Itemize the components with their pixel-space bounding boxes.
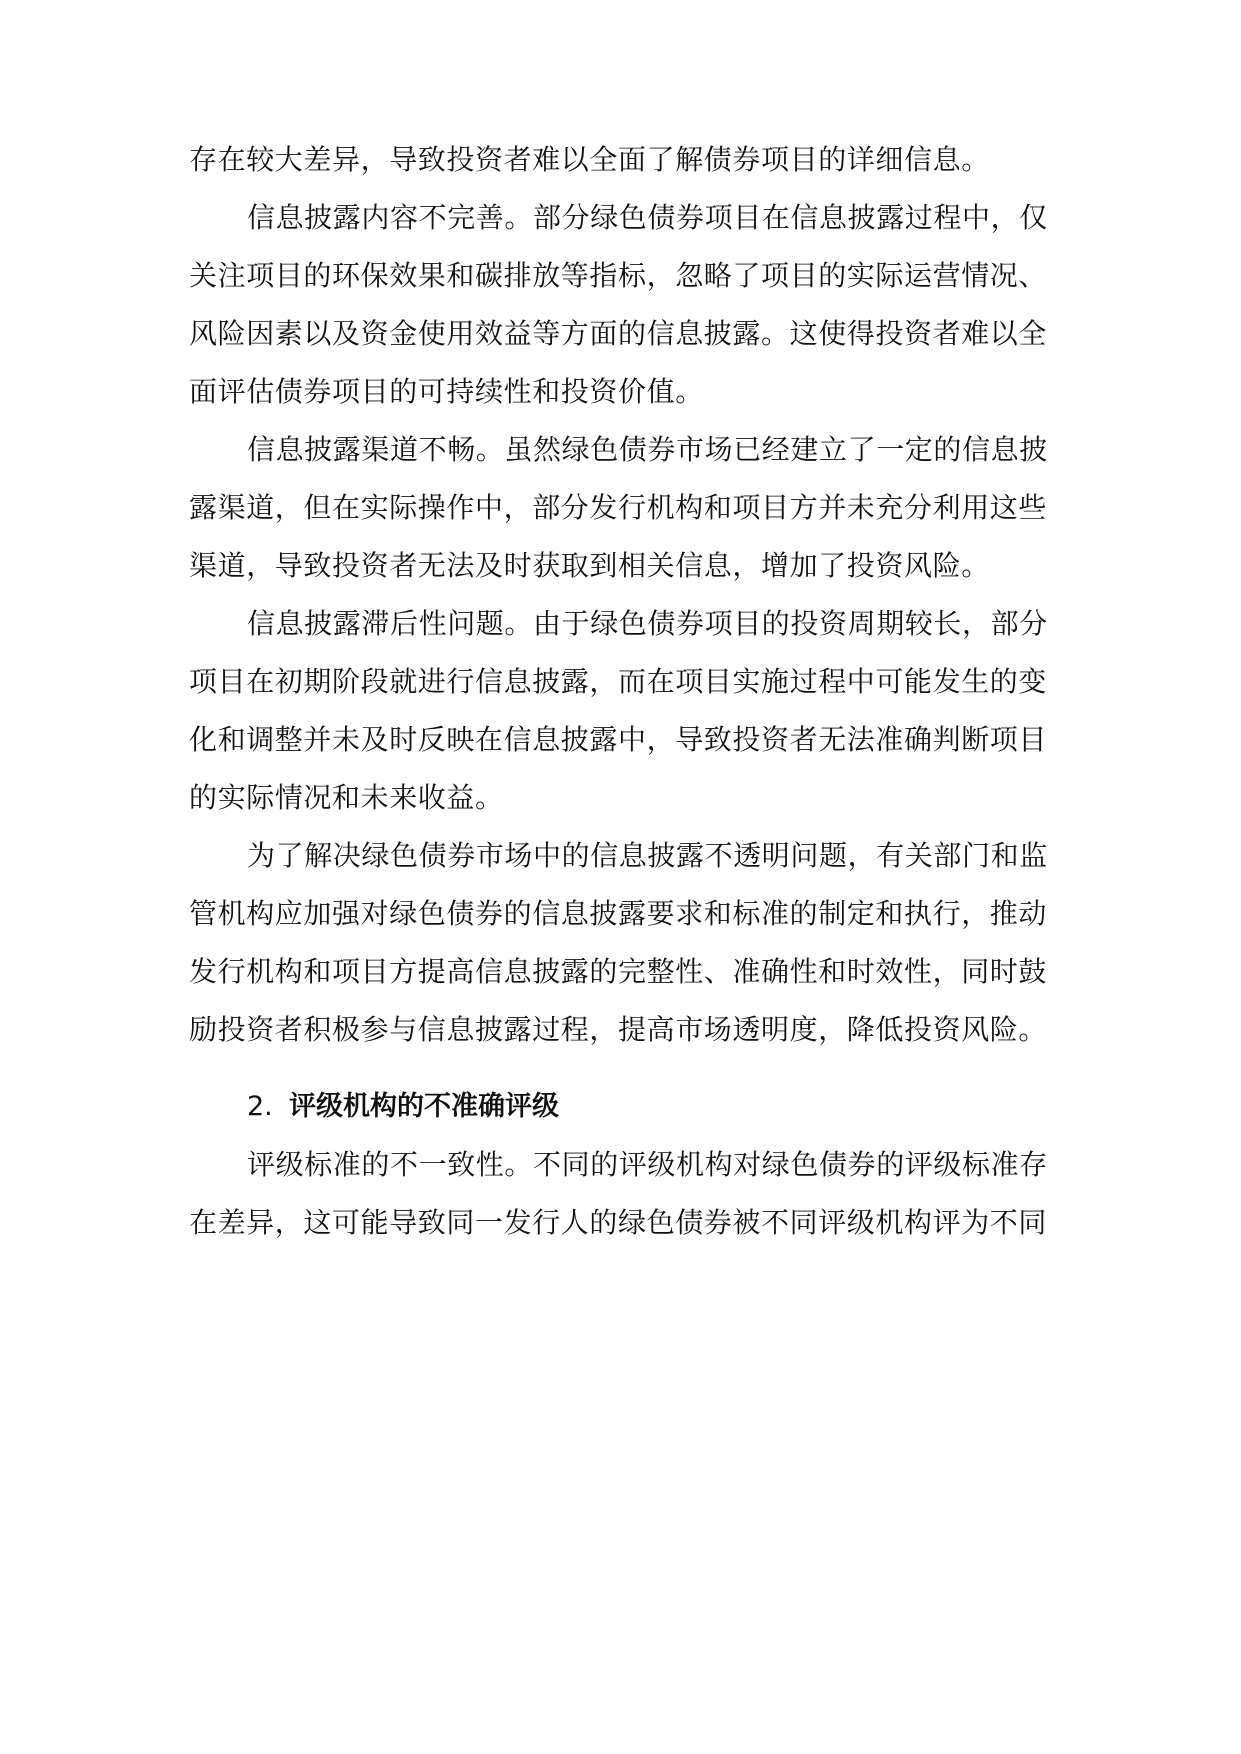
paragraph-line: 露渠道，但在实际操作中，部分发行机构和项目方并未充分利用这些 [189, 491, 1048, 524]
paragraph-line: 存在较大差异，导致投资者难以全面了解债券项目的详细信息。 [189, 143, 990, 176]
paragraph-line: 信息披露渠道不畅。虽然绿色债券市场已经建立了一定的信息披 [247, 433, 1048, 466]
document-body [189, 140, 1051, 1261]
paragraph-line: 化和调整并未及时反映在信息披露中，导致投资者无法准确判断项目 [189, 723, 1048, 756]
section-number: 2. [247, 1091, 273, 1122]
paragraph-line: 在差异，这可能导致同一发行人的绿色债券被不同评级机构评为不同 [189, 1206, 1048, 1239]
paragraph-line: 信息披露内容不完善。部分绿色债券项目在信息披露过程中，仅 [247, 201, 1048, 234]
paragraph-line: 项目在初期阶段就进行信息披露，而在项目实施过程中可能发生的变 [189, 665, 1048, 698]
paragraph-line: 励投资者积极参与信息披露过程，提高市场透明度，降低投资风险。 [189, 1013, 1048, 1046]
paragraph-line: 管机构应加强对绿色债券的信息披露要求和标准的制定和执行，推动 [189, 897, 1048, 930]
paragraph-line: 信息披露滞后性问题。由于绿色债券项目的投资周期较长，部分 [247, 607, 1048, 640]
section-heading [189, 1087, 1051, 1126]
paragraph-line: 发行机构和项目方提高信息披露的完整性、准确性和时效性，同时鼓 [189, 955, 1048, 988]
paragraph-line: 渠道，导致投资者无法及时获取到相关信息，增加了投资风险。 [189, 549, 990, 582]
paragraph-line: 面评估债券项目的可持续性和投资价值。 [189, 375, 704, 408]
paragraph-line: 的实际情况和未来收益。 [189, 781, 504, 814]
paragraph-line: 关注项目的环保效果和碳排放等指标，忽略了项目的实际运营情况、 [189, 259, 1048, 292]
paragraph-line: 为了解决绿色债券市场中的信息披露不透明问题，有关部门和监 [247, 839, 1048, 872]
section-title: 评级机构的不准确评级 [289, 1091, 559, 1122]
paragraph-line: 风险因素以及资金使用效益等方面的信息披露。这使得投资者难以全 [189, 317, 1048, 350]
paragraph-line: 评级标准的不一致性。不同的评级机构对绿色债券的评级标准存 [247, 1148, 1048, 1181]
